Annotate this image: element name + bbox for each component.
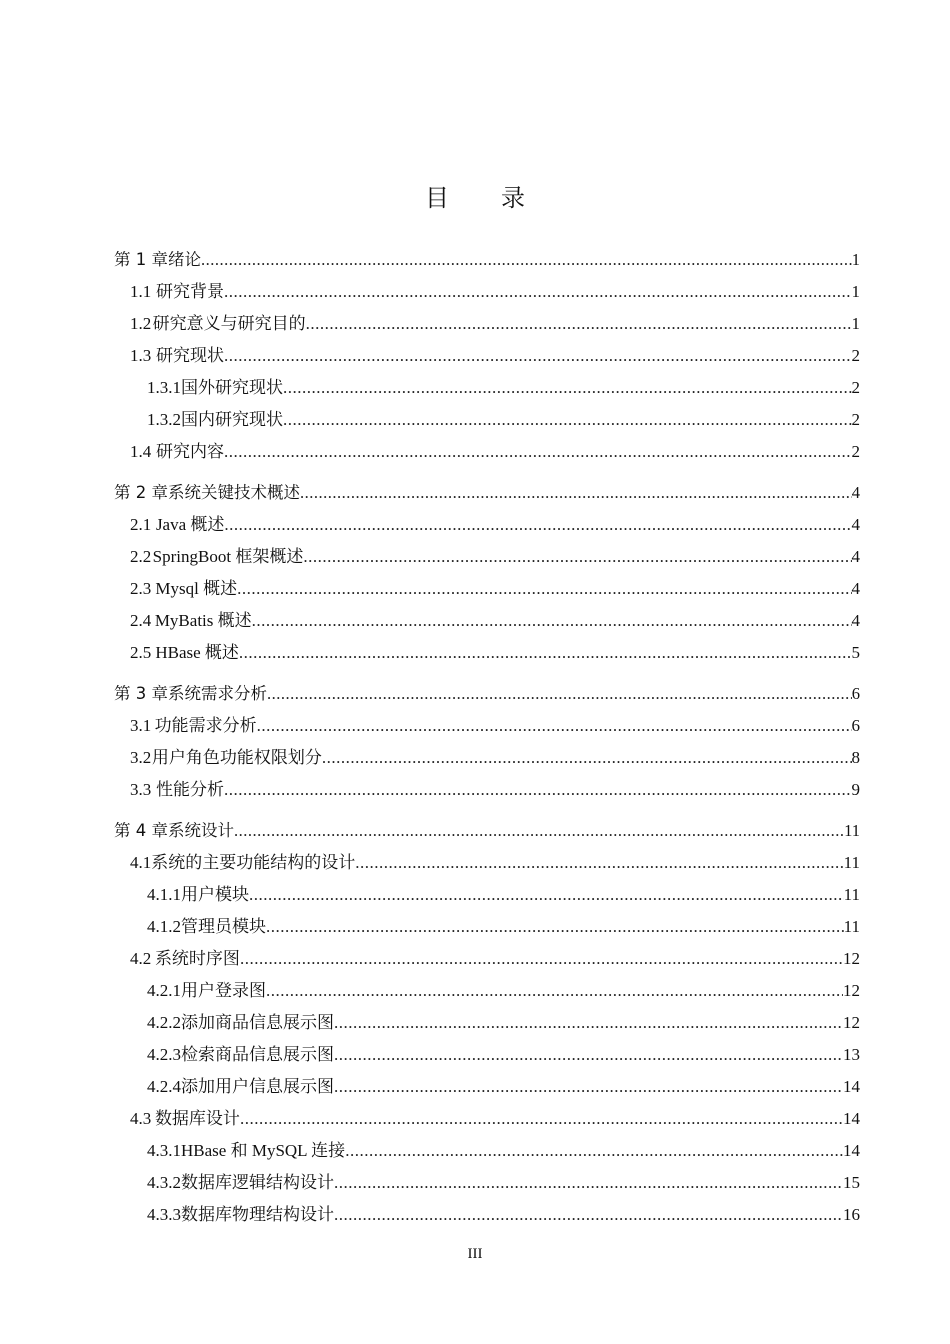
toc-section-entry[interactable] [114,1199,860,1231]
toc-entry-number: 4.1.1 [147,885,181,904]
toc-entry-label: 系统需求分析 [168,684,267,703]
toc-entry-label: Java 概述 [155,515,225,534]
toc-entry-page: 4 [851,547,860,566]
toc-dot-leader [345,1135,843,1167]
toc-chapter-entry[interactable] [114,678,860,710]
toc-entry-page: 11 [844,821,860,840]
toc-entry-label: 系统的主要功能结构的设计 [151,853,356,872]
toc-dot-leader [224,509,851,541]
toc-section-entry[interactable] [114,710,860,742]
toc-entry-page: 5 [851,643,860,662]
toc-section-entry[interactable] [114,605,860,637]
toc-section-entry[interactable] [114,436,860,468]
toc-entry-label: 添加商品信息展示图 [181,1013,334,1032]
toc-entry-label: 绪论 [168,250,201,269]
title-char-1: 目 [425,186,449,212]
toc-entry-label: 数据库物理结构设计 [181,1205,334,1224]
toc-entry-label: HBase 和 MySQL 连接 [181,1141,346,1160]
toc-entry-number: 4.1.2 [147,917,181,936]
toc-section-entry[interactable] [114,509,860,541]
toc-entry-label: 用户登录图 [181,981,266,1000]
toc-dot-leader [237,573,851,605]
toc-entry-page: 16 [843,1205,860,1224]
toc-dot-leader [322,742,852,774]
toc-entry-number: 2.4 [130,611,152,630]
toc-entry-label: 研究现状 [155,346,224,365]
toc-entry-label: 功能需求分析 [154,716,257,735]
toc-section-entry[interactable] [114,975,860,1007]
toc-section-entry[interactable] [114,1039,860,1071]
toc-entry-page: 4 [851,483,860,502]
table-of-contents [114,244,860,1231]
toc-section-entry[interactable] [114,573,860,605]
toc-entry-label: 添加用户信息展示图 [181,1077,334,1096]
toc-entry-number: 2.1 [130,515,152,534]
toc-entry-number: 第 1 章 [114,250,168,269]
toc-entry-number: 1.3.2 [147,410,181,429]
toc-entry-label: 数据库逻辑结构设计 [181,1173,334,1192]
toc-dot-leader [234,815,844,847]
toc-entry-number: 4.2.3 [147,1045,181,1064]
toc-dot-leader [240,943,843,975]
toc-entry-page: 12 [843,981,860,1000]
page-title [0,178,950,213]
toc-entry-label: 研究意义与研究目的 [152,314,306,333]
toc-entry-page: 1 [851,314,860,333]
toc-entry-page: 1 [851,282,860,301]
toc-entry-page: 9 [851,780,860,799]
toc-section-entry[interactable] [114,1071,860,1103]
toc-entry-number: 4.3.2 [147,1173,181,1192]
toc-dot-leader [266,975,843,1007]
toc-entry-page: 14 [843,1141,860,1160]
toc-entry-number: 1.3.1 [147,378,181,397]
toc-entry-label: HBase 概述 [155,643,239,662]
toc-section-entry[interactable] [114,1103,860,1135]
toc-entry-page: 13 [843,1045,860,1064]
toc-entry-page: 2 [851,378,860,397]
toc-section-entry[interactable] [114,1135,860,1167]
toc-entry-number: 第 2 章 [114,483,168,502]
toc-dot-leader [355,847,843,879]
toc-entry-number: 4.2.2 [147,1013,181,1032]
toc-section-entry[interactable] [114,308,860,340]
toc-entry-number: 3.2 [130,748,152,767]
page-number: III [467,1246,483,1262]
toc-dot-leader [300,477,852,509]
toc-dot-leader [266,911,844,943]
toc-dot-leader [283,404,852,436]
toc-entry-number: 4.3.3 [147,1205,181,1224]
toc-dot-leader [224,774,852,806]
toc-entry-label: MyBatis 概述 [154,611,252,630]
toc-dot-leader [334,1039,843,1071]
toc-entry-number: 4.2 [130,949,152,968]
toc-entry-label: 用户角色功能权限划分 [151,748,322,767]
toc-entry-label: 检索商品信息展示图 [181,1045,334,1064]
toc-entry-page: 6 [851,684,860,703]
toc-entry-page: 4 [851,611,860,630]
toc-dot-leader [306,308,852,340]
toc-entry-number: 3.1 [130,716,152,735]
toc-dot-leader [334,1199,843,1231]
toc-entry-page: 2 [851,410,860,429]
toc-entry-page: 1 [851,250,860,269]
toc-chapter-entry[interactable] [114,244,860,276]
toc-entry-page: 11 [843,853,860,872]
toc-entry-label: 国内研究现状 [181,410,283,429]
toc-entry-label: SpringBoot 框架概述 [152,547,304,566]
toc-dot-leader [334,1071,843,1103]
toc-entry-number: 第 3 章 [114,684,168,703]
toc-entry-label: 系统设计 [168,821,234,840]
toc-entry-page: 11 [843,917,860,936]
toc-entry-number: 3.3 [130,780,152,799]
toc-dot-leader [303,541,851,573]
toc-section-entry[interactable] [114,340,860,372]
toc-section-entry[interactable] [114,1007,860,1039]
title-char-2: 录 [501,186,525,212]
toc-chapter-entry[interactable] [114,815,860,847]
toc-section-entry[interactable] [114,541,860,573]
toc-section-entry[interactable] [114,847,860,879]
toc-entry-page: 14 [843,1077,860,1096]
toc-entry-number: 2.5 [130,643,152,662]
toc-dot-leader [257,710,852,742]
toc-entry-number: 4.3 [130,1109,152,1128]
toc-section-entry[interactable] [114,1167,860,1199]
toc-section-entry[interactable] [114,276,860,308]
toc-dot-leader [239,637,852,669]
toc-section-entry[interactable] [114,879,860,911]
toc-entry-page: 4 [851,579,860,598]
toc-entry-number: 1.2 [130,314,152,333]
toc-entry-label: 系统关键技术概述 [168,483,300,502]
toc-entry-number: 4.2.1 [147,981,181,1000]
toc-entry-page: 15 [843,1173,860,1192]
toc-entry-page: 2 [851,346,860,365]
toc-entry-label: 性能分析 [155,780,224,799]
toc-entry-label: 国外研究现状 [181,378,283,397]
toc-entry-number: 2.2 [130,547,152,566]
toc-dot-leader [224,340,852,372]
toc-entry-label: Mysql 概述 [155,579,238,598]
toc-section-entry[interactable] [114,742,860,774]
toc-entry-label: 数据库设计 [154,1109,240,1128]
toc-dot-leader [334,1007,843,1039]
toc-entry-number: 1.3 [130,346,152,365]
toc-section-entry[interactable] [114,774,860,806]
toc-dot-leader [334,1167,843,1199]
toc-entry-label: 研究内容 [155,442,224,461]
toc-dot-leader [283,372,852,404]
toc-entry-number: 1.4 [130,442,152,461]
toc-entry-page: 4 [851,515,860,534]
toc-entry-label: 系统时序图 [154,949,240,968]
toc-section-entry[interactable] [114,943,860,975]
toc-dot-leader [267,678,852,710]
toc-entry-label: 用户模块 [181,885,249,904]
toc-entry-number: 第 4 章 [114,821,168,840]
toc-entry-page: 6 [851,716,860,735]
toc-section-entry[interactable] [114,372,860,404]
toc-entry-page: 14 [843,1109,860,1128]
toc-entry-page: 2 [851,442,860,461]
toc-entry-number: 1.1 [130,282,152,301]
toc-dot-leader [201,244,852,276]
toc-entry-label: 管理员模块 [181,917,266,936]
toc-entry-label: 研究背景 [155,282,224,301]
toc-section-entry[interactable] [114,637,860,669]
toc-entry-number: 4.3.1 [147,1141,181,1160]
toc-chapter-entry[interactable] [114,477,860,509]
toc-entry-page: 8 [851,748,860,767]
toc-dot-leader [224,436,852,468]
toc-entry-number: 4.2.4 [147,1077,181,1096]
toc-dot-leader [224,276,852,308]
toc-dot-leader [249,879,844,911]
toc-entry-number: 4.1 [130,853,152,872]
toc-entry-page: 12 [843,949,860,968]
toc-dot-leader [240,1103,843,1135]
toc-entry-page: 11 [843,885,860,904]
toc-section-entry[interactable] [114,404,860,436]
toc-section-entry[interactable] [114,911,860,943]
toc-entry-number: 2.3 [130,579,152,598]
toc-entry-page: 12 [843,1013,860,1032]
toc-dot-leader [252,605,852,637]
